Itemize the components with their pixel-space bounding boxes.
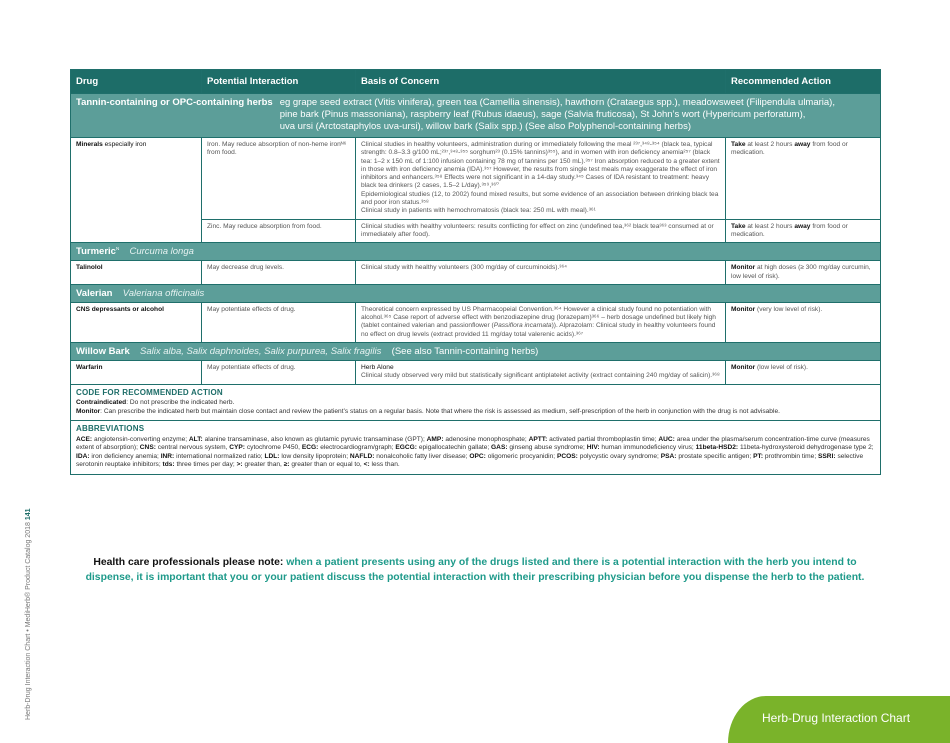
basis-warfarin xyxy=(356,361,726,385)
abbr-term: AMP: xyxy=(426,435,444,443)
abbr-term: PSA: xyxy=(660,452,677,460)
action-iron-rest: from food or medication. xyxy=(731,141,848,157)
section-valerian-name: Valerian xyxy=(76,287,113,299)
code-contra-label: Contraindicated xyxy=(76,399,127,407)
basis-warfarin-head: Herb Alone xyxy=(361,364,394,372)
basis-iron-2: Epidemiological studies (12, to 2002) found mixed results, but some evidence of an association between drinking black tea and poor iron status.³⁵⁸ xyxy=(361,190,719,207)
section-willow-name: Willow Bark xyxy=(76,346,130,358)
abbr-term: EGCG: xyxy=(395,444,417,452)
abbr-term: IDA: xyxy=(76,452,90,460)
basis-iron-1: Clinical studies in healthy volunteers, administration during or immediately following the meal ²³⁷,³⁴⁸-³⁵⁴ (black tea, typical strength: 0.8–3.3 g/100 mL;²³⁷,³⁴⁸-³⁵⁵ sorghum²³ (0.15% tannins)³⁵⁵), and in women with iron deficiency anemia²⁵⁷ (black tea: 1–2 x 150 mL of 1:100 infusion containing 78 mg of tannins per 150 mL).³⁵⁷ Iron absorption reduced to a greater extent in those with iron deficiency anemia (IDA).³⁵⁷ However, the results from single test meals may exaggerate the effect of iron inhibitors and enhancers.³⁵⁸ Effects were not significant in a 14-day study.³⁴⁵ Cases of IDA resistant to treatment: heavy black tea drinkers (2 cases, 1.5–2 L/day).³⁵⁹,³⁶⁰ xyxy=(361,141,720,190)
page-number: 141 xyxy=(25,508,32,521)
action-cns-monitor: Monitor xyxy=(731,305,756,313)
action-warfarin-monitor: Monitor xyxy=(731,364,756,372)
abbr-definition: international normalized ratio; xyxy=(176,452,263,460)
abbr-definition: polycystic ovary syndrome; xyxy=(579,452,659,460)
drug-minerals: Minerals xyxy=(76,141,103,148)
abbr-definition: greater than or equal to, xyxy=(291,461,362,469)
note-lead: Health care professionals please note: xyxy=(93,557,284,568)
section-valerian-latin: Valeriana officinalis xyxy=(122,287,205,299)
section-turmeric-latin: Curcuma longa xyxy=(129,246,194,258)
action-talinolol xyxy=(726,261,881,285)
action-zinc-take: Take xyxy=(731,222,746,230)
interaction-iron: Iron. May reduce absorption of non-heme ironᴺ⁶ from food. xyxy=(202,138,356,220)
action-zinc-rest: from food or medication. xyxy=(731,222,848,238)
abbr-term: AUC: xyxy=(658,435,675,443)
section-willow-latin: Salix alba, Salix daphnoides, Salix purpurea, Salix fragilis xyxy=(140,346,382,358)
abbr-term: <: xyxy=(363,461,370,469)
action-cns-rest: (very low level of risk). xyxy=(757,305,823,313)
abbr-definition: less than. xyxy=(371,461,400,469)
abbr-term: SSRI: xyxy=(818,452,836,460)
side-footer-text: Herb-Drug Interaction Chart • MediHerb® Product Catalog 2018 xyxy=(25,522,32,720)
drug-cns xyxy=(71,302,202,342)
header-drug: Drug xyxy=(71,70,202,94)
basis-talinolol: Clinical study with healthy volunteers (300 mg/day of curcuminoids).³⁶⁴ xyxy=(356,261,726,285)
abbr-term: CNS: xyxy=(139,444,156,452)
action-talinolol-monitor: Monitor xyxy=(731,264,756,272)
code-monitor-label: Monitor xyxy=(76,407,101,415)
abbr-definition: human immunodeficiency virus; xyxy=(601,444,694,452)
table-row xyxy=(71,138,881,220)
interaction-talinolol: May decrease drug levels. xyxy=(202,261,356,285)
section-tannin-name: Tannin-containing or OPC-containing herbs xyxy=(76,97,273,108)
code-contra-text: : Do not prescribe the indicated herb. xyxy=(126,399,235,407)
abbr-definition: oligomeric procyanidin; xyxy=(487,452,556,460)
abbr-definition: nonalcoholic fatty liver disease; xyxy=(376,452,468,460)
abbr-definition: greater than, xyxy=(244,461,282,469)
section-turmeric-sup: N xyxy=(115,246,120,252)
action-warfarin-rest: (low level of risk). xyxy=(757,364,808,372)
action-zinc-away: away xyxy=(794,222,811,230)
abbr-term: INR: xyxy=(160,452,175,460)
abbr-definition: ginseng abuse syndrome; xyxy=(509,444,585,452)
table-header-row xyxy=(71,70,881,94)
abbr-definition: central nervous system, xyxy=(157,444,228,452)
abbr-term: CYP: xyxy=(229,444,246,452)
header-potential-interaction: Potential Interaction xyxy=(202,70,356,94)
abbr-definition: prothrombin time; xyxy=(764,452,817,460)
basis-zinc: Clinical studies with healthy volunteers: results conflicting for effect on zinc (undefined tea,³⁶² black tea³⁶³ consumed at or immediately after food). xyxy=(356,219,726,243)
abbr-term: LDL: xyxy=(264,452,280,460)
abbreviations-heading: ABBREVIATIONS xyxy=(76,424,145,434)
abbr-definition: electrocardiogram/graph; xyxy=(320,444,394,452)
basis-warfarin-text: Clinical study observed very mild but statistically significant antiplatelet activity (extract containing 240 mg/day of salicin).³⁶⁸ xyxy=(361,372,720,380)
abbr-definition: prostate specific antigen; xyxy=(678,452,752,460)
section-turmeric xyxy=(71,243,881,261)
basis-cns-italic: Passiflora incarnata xyxy=(493,322,552,330)
code-monitor-text: : Can prescribe the indicated herb but maintain close contact and review the patient’s status on a regular basis. Note that where the risk is assessed as medium, self-prescription of the herb in conjunction with the drug is not advisable. xyxy=(100,407,780,415)
section-willow-extra: (See also Tannin-containing herbs) xyxy=(391,346,539,358)
section-tannin xyxy=(71,94,881,138)
interaction-chart xyxy=(70,69,880,475)
abbr-definition: iron deficiency anemia; xyxy=(91,452,159,460)
basis-iron-3: Clinical study in patients with hemochromatosis (black tea: 250 mL with meal).³⁶¹ xyxy=(361,207,596,215)
section-turmeric-name: Turmeric xyxy=(76,246,116,258)
basis-cns-a: Theoretical concern expressed by US Pharmacopeial Convention.³⁶⁴ However a clinical study found no potentiation with alcohol.³⁶⁵ Case report of adverse effect with benzodiazepine drug (lorazepam)³⁶⁶ – herb dosage undefined but likely high (tablet contained valerian and passionflower ( xyxy=(361,305,716,330)
drug-cell-minerals xyxy=(71,138,202,243)
abbr-term: APTT: xyxy=(528,435,548,443)
abbr-term: PCOS: xyxy=(556,452,578,460)
table-row xyxy=(71,302,881,342)
action-cns xyxy=(726,302,881,342)
abbreviations-row xyxy=(71,421,881,475)
section-tannin-line3: uva ursi (Arctostaphylos uva-ursi), willow bark (Salix spp.) (See also Polyphenol-containing herbs) xyxy=(279,121,692,132)
drug-minerals-note: especially iron xyxy=(104,141,147,148)
side-footer xyxy=(25,508,32,720)
drug-talinolol-name: Talinolol xyxy=(76,264,103,272)
action-iron-mid: at least 2 hours xyxy=(747,141,793,148)
header-recommended-action: Recommended Action xyxy=(726,70,881,94)
action-iron-take: Take xyxy=(731,141,746,148)
abbr-term: PT: xyxy=(753,452,764,460)
abbr-term: 11beta-HSD2: xyxy=(695,444,739,452)
section-tannin-line2: pine bark (Pinus massoniana), raspberry leaf (Rubus idaeus), sage (Salvia fruticosa), St John’s wort (Hypericum perforatum), xyxy=(279,109,806,120)
action-iron xyxy=(726,138,881,220)
interaction-zinc: Zinc. May reduce absorption from food. xyxy=(202,219,356,243)
abbr-definition: angiotensin-converting enzyme; xyxy=(93,435,188,443)
abbr-term: ALT: xyxy=(188,435,203,443)
action-warfarin xyxy=(726,361,881,385)
abbr-definition: adenosine monophosphate; xyxy=(445,435,527,443)
abbreviations-list xyxy=(76,436,875,470)
abbr-definition: 11beta-hydroxysteroid dehydrogenase type 2; xyxy=(739,444,874,452)
code-row xyxy=(71,384,881,421)
abbr-term: ECG: xyxy=(301,444,319,452)
code-heading: CODE FOR RECOMMENDED ACTION xyxy=(76,387,223,397)
drug-talinolol xyxy=(71,261,202,285)
action-zinc xyxy=(726,219,881,243)
interaction-cns: May potentiate effects of drug. xyxy=(202,302,356,342)
abbr-definition: area under the plasma/serum concentration-time curve (measures extent of absorption); xyxy=(76,435,870,452)
basis-cns-b: )). Alprazolam: Clinical study in healthy volunteers found no effect on drug levels (extract provided 11 mg/day total valerenic acids).³⁶⁷ xyxy=(361,322,716,338)
table-row xyxy=(71,261,881,285)
table-row xyxy=(71,361,881,385)
abbr-term: OPC: xyxy=(469,452,486,460)
drug-warfarin-name: Warfarin xyxy=(76,364,103,372)
code-monitor xyxy=(76,408,875,417)
abbr-definition: low density lipoprotein; xyxy=(281,452,349,460)
note-text: when a patient presents using any of the drugs listed and there is a potential interaction with the herb you intend to dispense, it is important that you or your patient discuss the potential interaction with their prescribing physician before you dispense the herb to the patient. xyxy=(85,557,865,583)
abbr-definition: activated partial thromboplastin time; xyxy=(549,435,657,443)
code-contraindicated xyxy=(76,399,875,408)
banner-text: Herb-Drug Interaction Chart xyxy=(762,711,911,725)
drug-cns-name: CNS depressants or alcohol xyxy=(76,305,164,313)
header-basis-of-concern: Basis of Concern xyxy=(356,70,726,94)
action-talinolol-rest: at high doses (≥ 300 mg/day curcumin, low level of risk). xyxy=(731,264,871,280)
professional-note xyxy=(70,555,880,585)
abbr-term: HIV: xyxy=(586,444,600,452)
section-valerian xyxy=(71,284,881,302)
abbr-term: ≥: xyxy=(283,461,290,469)
abbr-definition: alanine transaminase, also known as glutamic pyruvic transaminase (GPT); xyxy=(204,435,425,443)
basis-cns xyxy=(356,302,726,342)
abbr-term: tds: xyxy=(162,461,175,469)
abbr-term: >: xyxy=(236,461,243,469)
abbr-term: GAS: xyxy=(491,444,508,452)
action-iron-away: away xyxy=(794,141,811,148)
abbr-term: NAFLD: xyxy=(349,452,375,460)
abbr-definition: epigallocatechin gallate; xyxy=(418,444,490,452)
section-tannin-line1: eg grape seed extract (Vitis vinifera), green tea (Camellia sinensis), hawthorn (Crataegus spp.), meadowsweet (Filipendula ulmaria), xyxy=(279,97,835,108)
abbr-definition: three times per day; xyxy=(176,461,235,469)
interaction-warfarin: May potentiate effects of drug. xyxy=(202,361,356,385)
chart-banner xyxy=(728,696,950,743)
section-willow xyxy=(71,343,881,361)
abbr-definition: cytochrome P450, xyxy=(246,444,301,452)
drug-warfarin xyxy=(71,361,202,385)
basis-iron xyxy=(356,138,726,220)
abbr-definition: selective serotonin reuptake inhibitors; xyxy=(76,452,864,469)
action-zinc-mid: at least 2 hours xyxy=(747,222,793,230)
abbr-term: ACE: xyxy=(76,435,93,443)
interaction-table xyxy=(70,69,881,475)
